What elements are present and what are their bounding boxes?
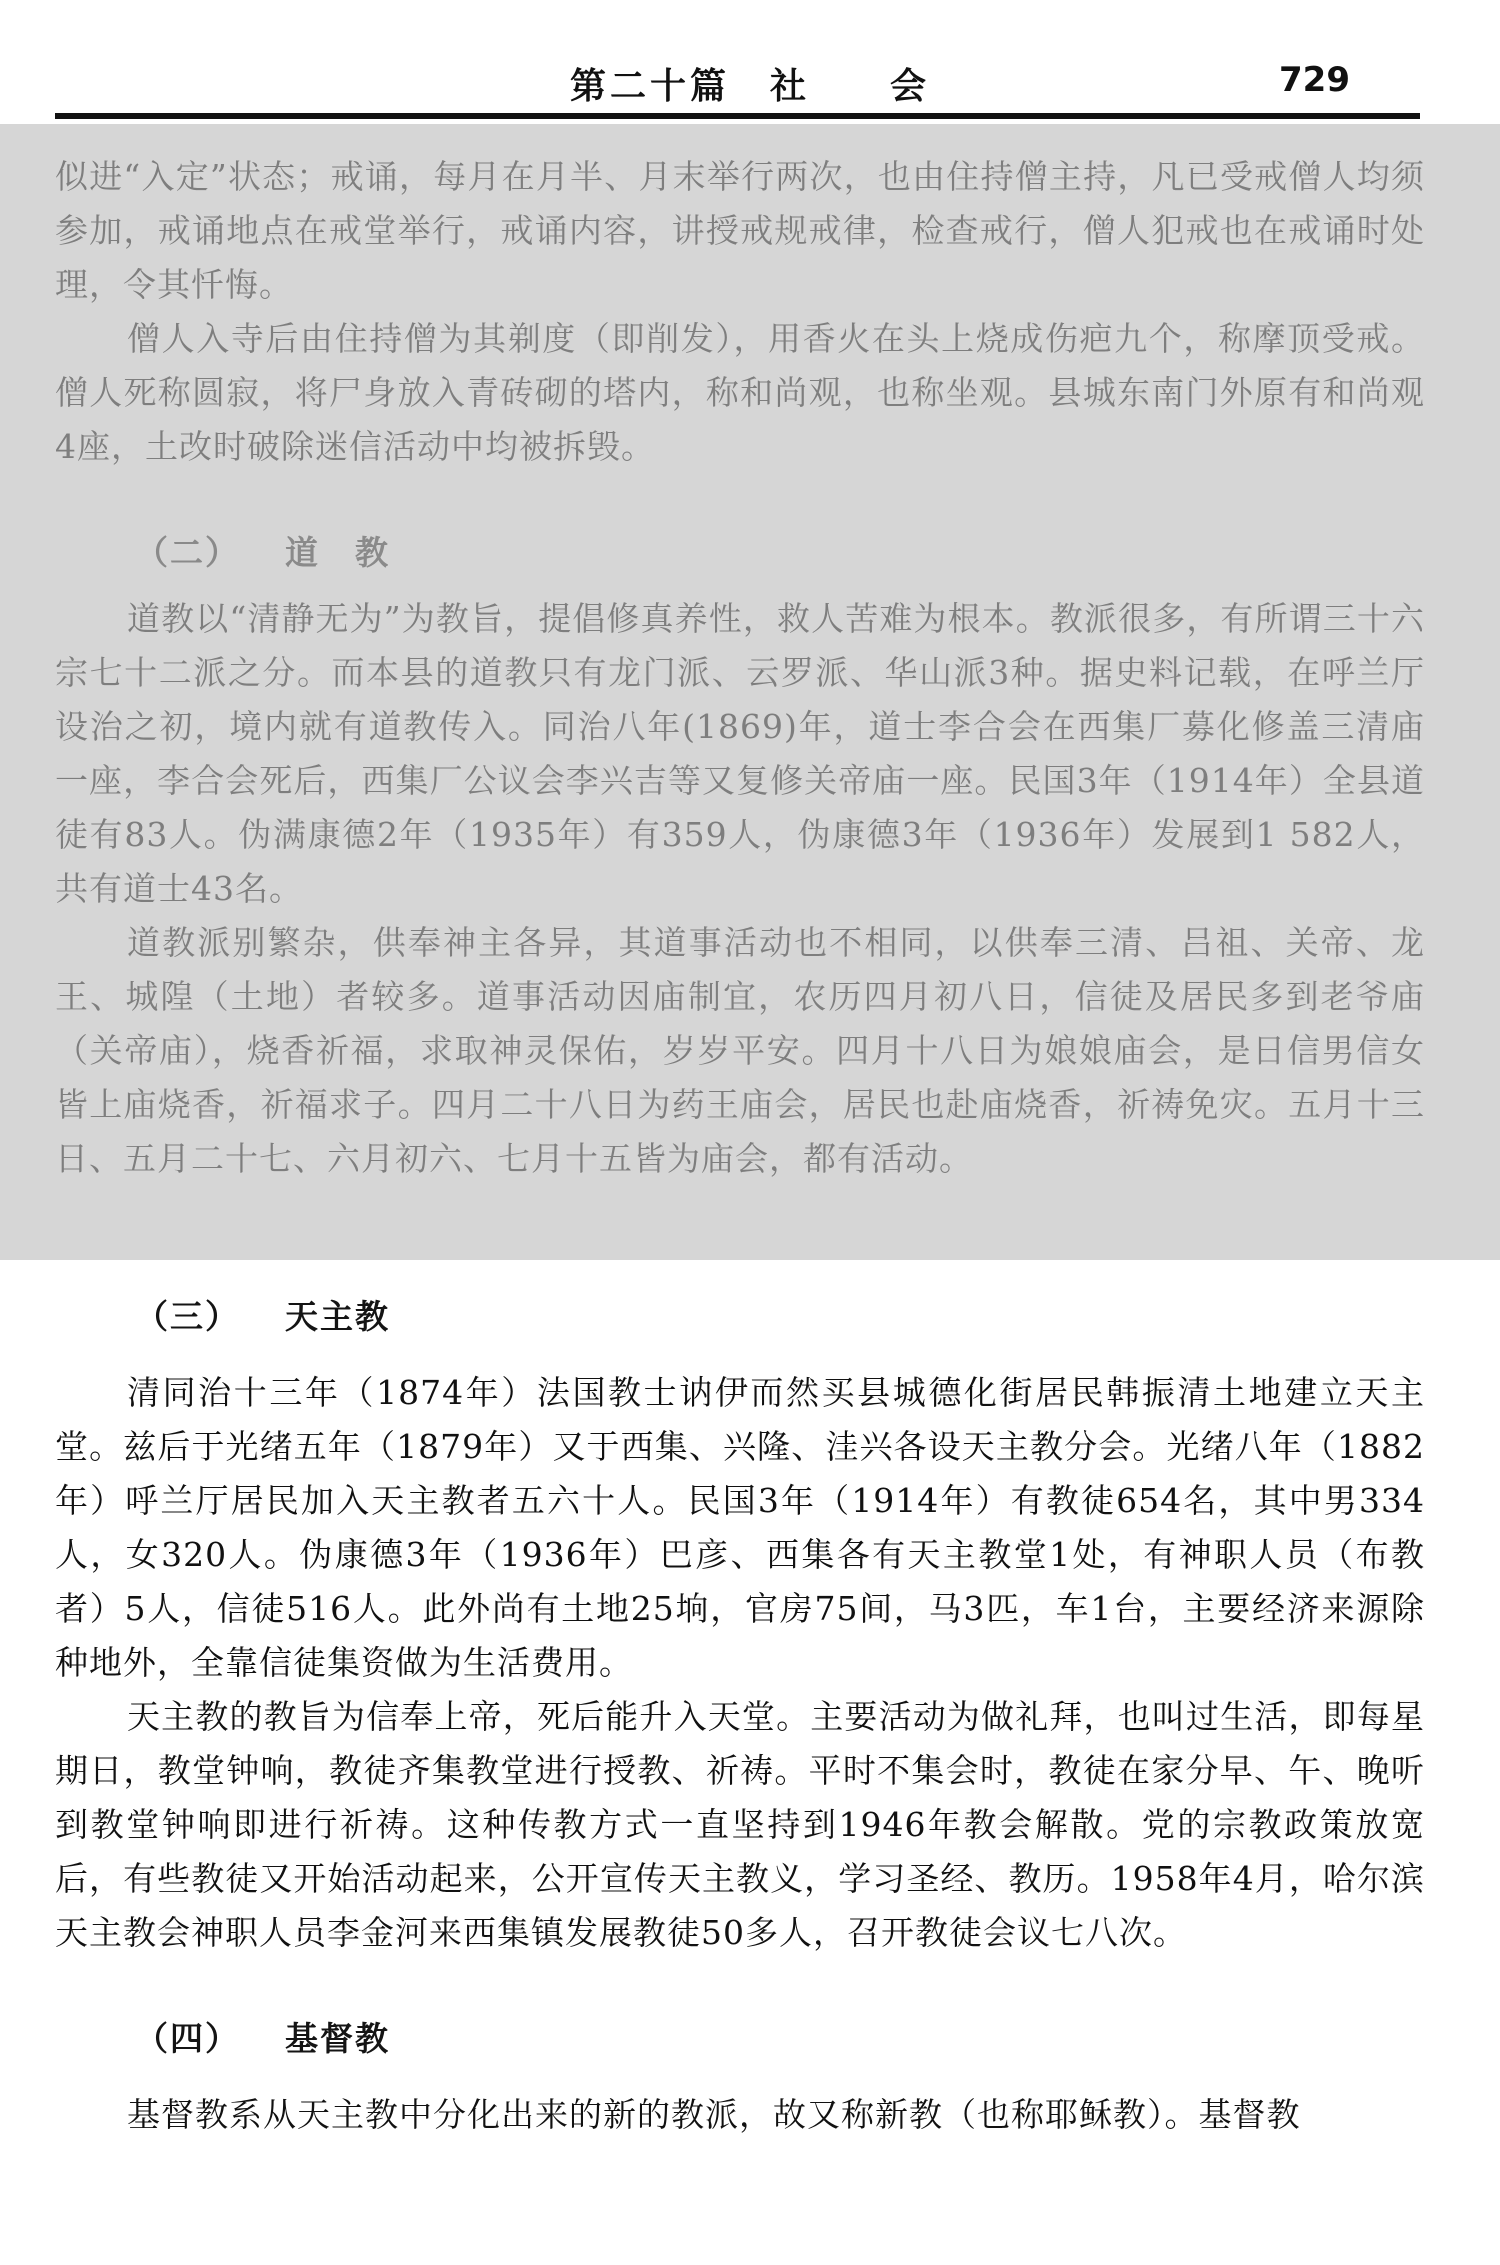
catholicism-paragraph-1: 清同治十三年（1874年）法国教士讷伊而然买县城德化街居民韩振清土地建立天主堂。兹后于光绪五年（1879年）又于西集、兴隆、洼兴各设天主教分会。光绪八年（1882年）呼兰厅居民加入天主教者五六十人。民国3年（1914年）有教徒654名，其中男334人，女320人。伪康德3年（1936年）巴彦、西集各有天主教堂1处，有神职人员（布教者）5人，信徒516人。此外尚有土地25垧，官房75间，马3匹，车1台，主要经济来源除种地外，全靠信徒集资做为生活费用。 bbox=[55, 1373, 1425, 1682]
section-number: （二） bbox=[135, 533, 240, 572]
taoism-paragraph-2: 道教派别繁杂，供奉神主各异，其道事活动也不相同，以供奉三清、吕祖、关帝、龙王、城隍（土地）者较多。道事活动因庙制宜，农历四月初八日，信徒及居民多到老爷庙（关帝庙），烧香祈福，求取神灵保佑，岁岁平安。四月十八日为娘娘庙会，是日信男信女皆上庙烧香，祈福求子。四月二十八日为药王庙会，居民也赴庙烧香，祈祷免灾。五月十三日、五月二十七、六月初六、七月十五皆为庙会，都有活动。 bbox=[55, 923, 1425, 1178]
section-number: （三） bbox=[135, 1297, 240, 1336]
section-title: 天主教 bbox=[285, 1297, 390, 1336]
taoism-paragraph-1: 道教以“清静无为”为教旨，提倡修真养性，救人苦难为根本。教派很多，有所谓三十六宗七十二派之分。而本县的道教只有龙门派、云罗派、华山派3种。据史料记载，在呼兰厅设治之初，境内就有道教传入。同治八年(1869)年，道士李合会在西集厂募化修盖三清庙一座，李合会死后，西集厂公议会李兴吉等又复修关帝庙一座。民国3年（1914年）全县道徒有83人。伪满康德2年（1935年）有359人，伪康德3年（1936年）发展到1 582人，共有道士43名。 bbox=[55, 599, 1425, 908]
section-title: 道 教 bbox=[285, 533, 390, 572]
section-heading-christianity bbox=[55, 2012, 1425, 2066]
intro-paragraph-2: 僧人入寺后由住持僧为其剃度（即削发），用香火在头上烧成伤疤九个，称摩顶受戒。僧人死称圆寂，将尸身放入青砖砌的塔内，称和尚观，也称坐观。县城东南门外原有和尚观4座，土改时破除迷信活动中均被拆毁。 bbox=[55, 319, 1425, 466]
page-number: 729 bbox=[1279, 60, 1350, 100]
section-title: 基督教 bbox=[285, 2019, 390, 2058]
christianity-paragraph-1: 基督教系从天主教中分化出来的新的教派，故又称新教（也称耶稣教）。基督教 bbox=[127, 2095, 1301, 2134]
section-heading-taoism bbox=[55, 526, 1425, 580]
main-section bbox=[55, 1290, 1425, 2142]
section-heading-catholicism bbox=[55, 1290, 1425, 1344]
page-header bbox=[55, 40, 1420, 110]
faded-section bbox=[55, 150, 1425, 1186]
catholicism-paragraph-2: 天主教的教旨为信奉上帝，死后能升入天堂。主要活动为做礼拜，也叫过生活，即每星期日，教堂钟响，教徒齐集教堂进行授教、祈祷。平时不集会时，教徒在家分早、午、晚听到教堂钟响即进行祈祷。这种传教方式一直坚持到1946年教会解散。党的宗教政策放宽后，有些教徒又开始活动起来，公开宣传天主教义，学习圣经、教历。1958年4月，哈尔滨天主教会神职人员李金河来西集镇发展教徒50多人，召开教徒会议七八次。 bbox=[55, 1697, 1425, 1952]
header-rule bbox=[55, 113, 1420, 119]
chapter-title: 第二十篇 社 会 bbox=[570, 66, 931, 107]
section-number: （四） bbox=[135, 2019, 240, 2058]
intro-paragraph-1: 似进“入定”状态；戒诵，每月在月半、月末举行两次，也由住持僧主持，凡已受戒僧人均须参加，戒诵地点在戒堂举行，戒诵内容，讲授戒规戒律，检查戒行，僧人犯戒也在戒诵时处理，令其忏悔。 bbox=[55, 157, 1425, 304]
